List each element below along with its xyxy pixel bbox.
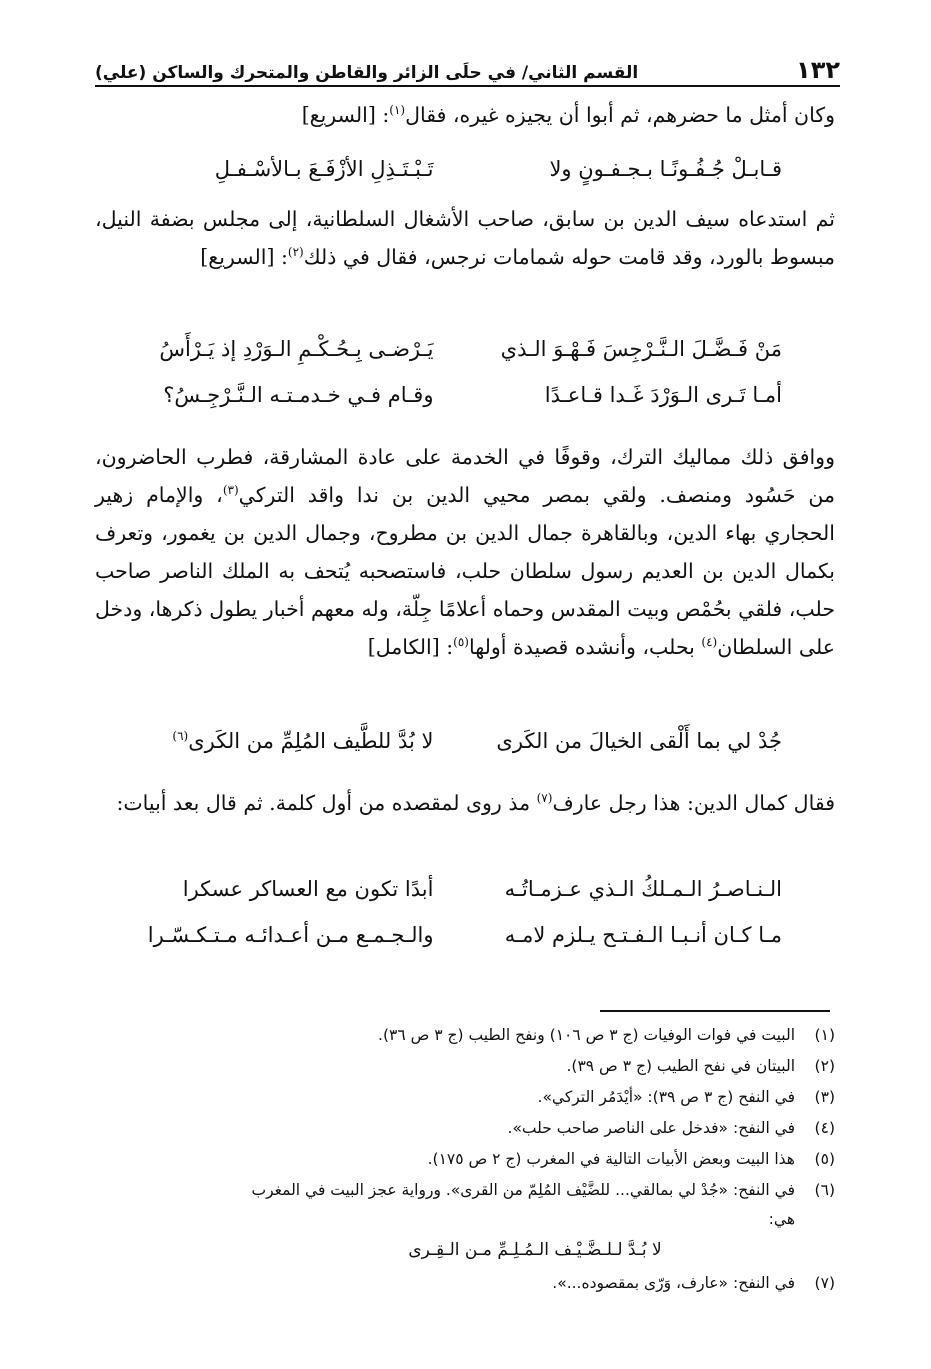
footnote-text: هذا البيت وبعض الأبيات التالية في المغرب (ج ٢ ص ١٧٥). bbox=[427, 1150, 795, 1168]
verse-block-4 bbox=[95, 866, 835, 958]
paragraph-text: بحلب، وأنشده قصيدة أولها bbox=[468, 635, 702, 659]
footnote-number: (١) bbox=[814, 1026, 835, 1044]
header-divider bbox=[95, 85, 840, 87]
paragraph-4 bbox=[95, 784, 835, 822]
verse-first-hemistich: الـنـاصـرُ الـمـلكُ الـذي عـزمـاتُـه bbox=[504, 877, 782, 901]
footnote-ref: (١) bbox=[389, 103, 406, 118]
paragraph-text: مذ روى لمقصده من أول كلمة. ثم قال بعد أبيات: bbox=[116, 791, 537, 815]
page-number: ١٣٢ bbox=[796, 56, 840, 84]
paragraph-text: فقال كمال الدين: هذا رجل عارف bbox=[552, 791, 835, 815]
footnote-number: (٤) bbox=[814, 1119, 835, 1137]
footnotes bbox=[95, 1020, 835, 1299]
verse-line bbox=[95, 912, 835, 958]
footnote-text: البيت في فوات الوفيات (ج ٣ ص ١٠٦) ونفح الطيب (ج ٣ ص ٣٦). bbox=[378, 1026, 795, 1044]
verse-line bbox=[95, 146, 835, 192]
footnote-number: (٦) bbox=[814, 1181, 835, 1199]
footnote-verse: لا بُـدَّ لـلـضَّـيْـف الـمُـلِـمِّ مـن الـقِـرى bbox=[408, 1240, 662, 1260]
footnote-number: (٧) bbox=[814, 1274, 835, 1292]
footnote bbox=[95, 1144, 835, 1175]
footnote-ref: (٤) bbox=[701, 635, 718, 650]
meter-label: : [السريع] bbox=[200, 245, 288, 269]
paragraph-2 bbox=[95, 200, 835, 276]
meter-label: : [الكامل] bbox=[367, 635, 454, 659]
verse-second-hemistich: تَـبْـتَـذِلِ الأزْفَـعَ بـالأسْـفـلِ bbox=[214, 157, 434, 181]
paragraph-3 bbox=[95, 438, 835, 666]
footnote bbox=[95, 1051, 835, 1082]
footnote-continuation: هي: bbox=[768, 1210, 795, 1228]
footnote-divider bbox=[600, 1010, 830, 1012]
verse-second-hemistich: أبدًا تكون مع العساكر عسكرا bbox=[182, 877, 434, 901]
paragraph-text: ثم استدعاه سيف الدين بن سابق، صاحب الأشغال السلطانية، إلى مجلس بضفة النيل، مبسوط بالورد، وقد قامت حوله شمامات نرجس، فقال في ذلك bbox=[95, 207, 835, 269]
footnote-number: (٢) bbox=[814, 1057, 835, 1075]
footnote bbox=[95, 1113, 835, 1144]
footnote-text: في النفح: «جُدْ لي بمالقي... للضَّيْف المُلِمّ من القرى». ورواية عجز البيت في المغرب bbox=[251, 1181, 795, 1199]
footnote-number: (٣) bbox=[814, 1088, 835, 1106]
footnote bbox=[95, 1082, 835, 1113]
paragraph-text: وكان أمثل ما حضرهم، ثم أبوا أن يجيزه غيره، فقال bbox=[405, 103, 835, 127]
verse-block-2 bbox=[95, 326, 835, 418]
paragraph-text: ووافق ذلك مماليك الترك، وقوفًا في الخدمة على عادة المشارقة، فطرب الحاضرون، من حَسُود ومنصف. ولقي بمصر محيي الدين بن ندا واقد التركي bbox=[95, 445, 836, 507]
footnote bbox=[95, 1268, 835, 1299]
verse-first-hemistich: قـابـلْ جُـفُـونًـا بـجـفـونٍ ولا bbox=[549, 157, 782, 181]
verse-text: لا بُدَّ للطَّيف المُلِمِّ من الكَرى bbox=[188, 729, 434, 753]
footnote bbox=[95, 1175, 835, 1206]
footnote-ref: (٢) bbox=[287, 245, 304, 260]
paragraph-text: ، والإمام زهير الحجاري بهاء الدين، وبالقاهرة جمال الدين بن مطروح، وجمال الدين بن يغمور، وتعرف بكمال الدين بن العديم رسول سلطان حلب، فاستصحبه يُتحف به الملك الناصر صاحب حلب، فلقي بحُمْص وبيت المقدس وحماه أعلامًا جِلّة، وله معهم أخبار يطول ذكرها، ودخل على السلطان bbox=[95, 483, 835, 659]
footnote-number: (٥) bbox=[814, 1150, 835, 1168]
footnote-ref: (٧) bbox=[536, 791, 553, 806]
verse-second-hemistich: وقـام فـي خـدمـتـه الـنَّـرْجِـسُ؟ bbox=[163, 383, 434, 407]
verse-second-hemistich bbox=[95, 729, 453, 753]
footnote-ref: (٦) bbox=[172, 729, 189, 743]
verse-first-hemistich: جُدْ لي بما أَلْقى الخيالَ من الكَرى bbox=[496, 729, 782, 753]
footnote-text: في النفح: «عارف، وَرّى بمقصوده...». bbox=[552, 1274, 795, 1292]
paragraph-1 bbox=[95, 96, 835, 134]
verse-line bbox=[95, 326, 835, 372]
page-header bbox=[95, 40, 840, 82]
verse-block-3 bbox=[95, 718, 835, 764]
footnote bbox=[95, 1020, 835, 1051]
running-title: القسم الثاني/ في حلَى الزائر والقاطن والمتحرك والساكن (علي) bbox=[95, 63, 639, 83]
footnote-text: البيتان في نفح الطيب (ج ٣ ص ٣٩). bbox=[566, 1057, 795, 1075]
verse-second-hemistich: والـجـمـع مـن أعـدائـه مـتـكـسّـرا bbox=[147, 923, 434, 947]
verse-line bbox=[95, 372, 835, 418]
footnote-ref: (٣) bbox=[222, 483, 239, 498]
verse-block-1 bbox=[95, 146, 835, 192]
footnote-text: في النفح (ج ٣ ص ٣٩): «أيْدَمُر التركي». bbox=[537, 1088, 795, 1106]
verse-first-hemistich: مـا كـان أنـبـا الـفـتـح يـلزم لامـه bbox=[504, 923, 782, 947]
footnote-text: في النفح: «فدخل على الناصر صاحب حلب». bbox=[507, 1119, 795, 1137]
meter-label: : [السريع] bbox=[301, 103, 390, 127]
footnote-ref: (٥) bbox=[453, 635, 469, 650]
verse-first-hemistich: مَنْ فَـضَّـلَ الـنَّـرْجِسَ فَـهْـوَ الـذي bbox=[500, 337, 782, 361]
verse-line bbox=[95, 866, 835, 912]
verse-first-hemistich: أمـا تَـرى الـوَرْدَ غَـدا قـاعـدًا bbox=[544, 383, 782, 407]
verse-line bbox=[95, 718, 835, 764]
verse-second-hemistich: يَـرْضـى بِـحُـكْـمِ الـوَرْدِ إذ يَـرْأَسُ bbox=[159, 337, 434, 361]
